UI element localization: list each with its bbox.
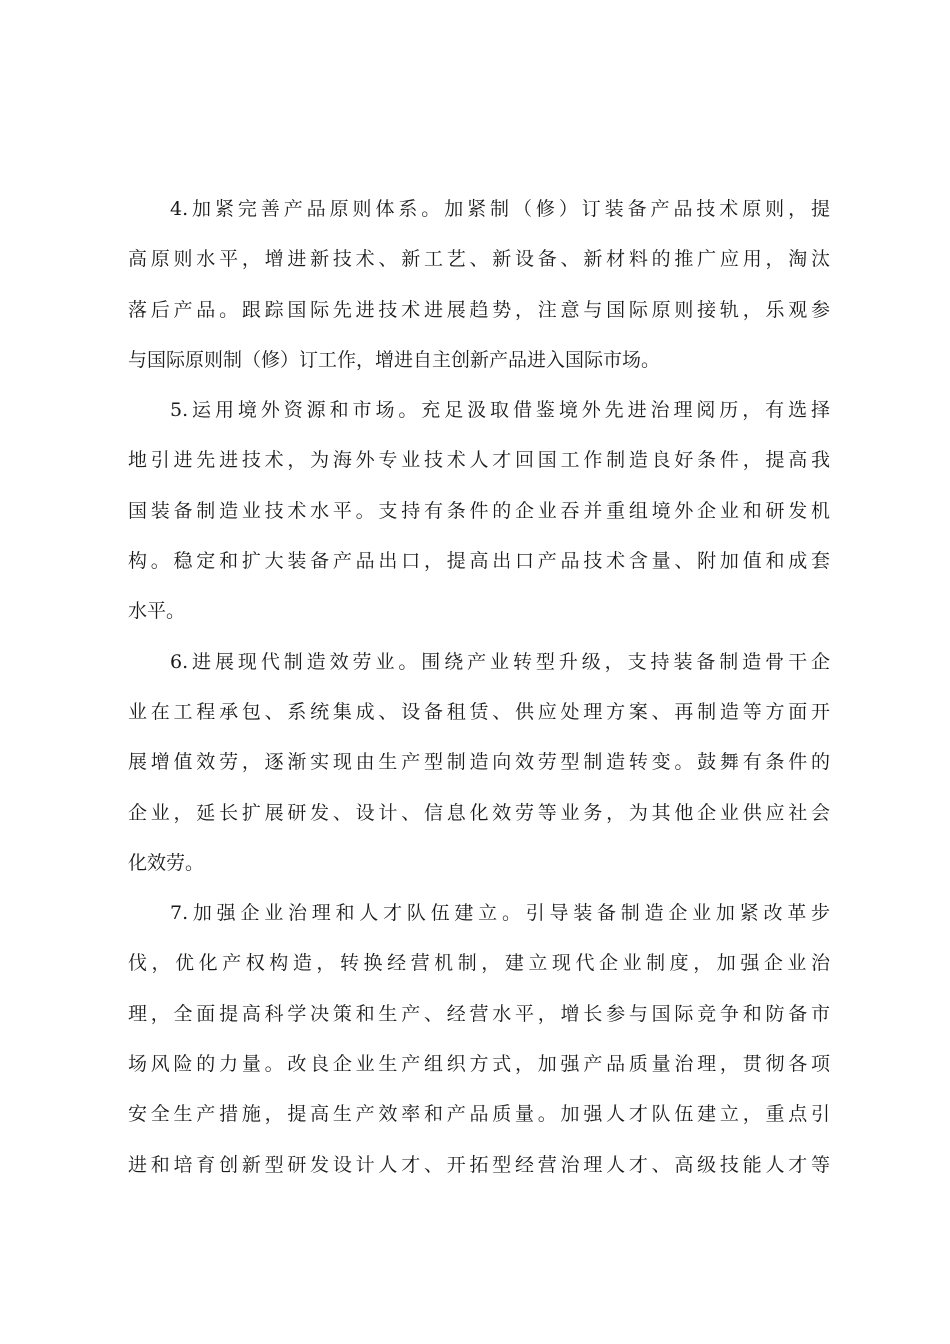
- paragraph-line: 进和培育创新型研发设计人才、开拓型经营治理人才、高级技能人才等: [128, 1153, 830, 1176]
- paragraph-line: 展增值效劳，逐渐实现由生产型制造向效劳型制造转变。鼓舞有条件的: [128, 751, 830, 774]
- paragraph-line: 水平。: [128, 600, 186, 623]
- paragraph-line: 企业，延长扩展研发、设计、信息化效劳等业务，为其他企业供应社会: [128, 801, 830, 824]
- paragraph-line: 场风险的力量。改良企业生产组织方式，加强产品质量治理，贯彻各项: [128, 1053, 830, 1076]
- paragraph-line: 国装备制造业技术水平。支持有条件的企业吞并重组境外企业和研发机: [128, 499, 830, 522]
- paragraph-line: 5.运用境外资源和市场。充足汲取借鉴境外先进治理阅历，有选择: [170, 399, 830, 422]
- paragraph-line: 6.进展现代制造效劳业。围绕产业转型升级，支持装备制造骨干企: [170, 650, 830, 673]
- paragraph-line: 4.加紧完善产品原则体系。加紧制（修）订装备产品技术原则，提: [170, 198, 830, 220]
- paragraph-line: 化效劳。: [128, 851, 205, 874]
- paragraph-line: 伐，优化产权构造，转换经营机制，建立现代企业制度，加强企业治: [128, 952, 830, 975]
- paragraph-line: 7.加强企业治理和人才队伍建立。引导装备制造企业加紧改革步: [170, 902, 830, 925]
- paragraph-item-6: [128, 637, 830, 888]
- paragraph-line: 安全生产措施，提高生产效率和产品质量。加强人才队伍建立，重点引: [128, 1103, 830, 1126]
- paragraph-line: 理，全面提高科学决策和生产、经营水平，增长参与国际竞争和防备市: [128, 1002, 830, 1025]
- paragraph-line: 业在工程承包、系统集成、设备租赁、供应处理方案、再制造等方面开: [128, 700, 830, 723]
- paragraph-line: 构。稳定和扩大装备产品出口，提高出口产品技术含量、附加值和成套: [128, 550, 830, 573]
- paragraph-item-7: [128, 888, 830, 1190]
- paragraph-line: 高原则水平，增进新技术、新工艺、新设备、新材料的推广应用，淘汰: [128, 248, 830, 271]
- paragraph-line: 与国际原则制（修）订工作，增进自主创新产品进入国际市场。: [128, 348, 661, 371]
- document-page: [128, 184, 830, 1190]
- paragraph-line: 地引进先进技术，为海外专业技术人才回国工作制造良好条件，提高我: [128, 449, 830, 472]
- paragraph-item-4: [128, 184, 830, 385]
- paragraph-line: 落后产品。跟踪国际先进技术进展趋势，注意与国际原则接轨，乐观参: [128, 298, 830, 321]
- paragraph-item-5: [128, 385, 830, 636]
